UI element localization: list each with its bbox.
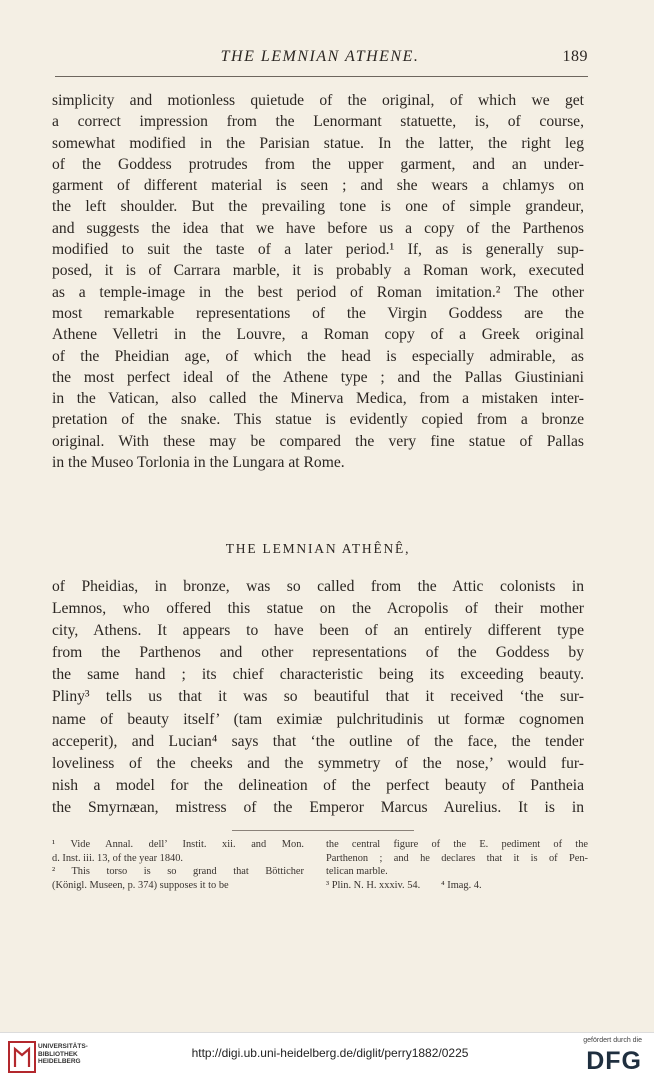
text-line: garment of different material is seen ; and she wears a chlamys on bbox=[52, 177, 584, 195]
digitization-footer bbox=[0, 1032, 654, 1080]
footnote-line: telican marble. bbox=[326, 866, 388, 878]
text-line: most remarkable representations of the Virgin Goddess are the bbox=[52, 304, 584, 322]
footnote-rule bbox=[232, 830, 414, 831]
text-line: posed, it is of Carrara marble, it is probably a Roman work, executed bbox=[52, 262, 584, 280]
footnote-line: ¹ Vide Annal. dell’ Instit. xii. and Mon. bbox=[52, 839, 304, 850]
text-line: from the Parthenos and other representations of the Goddess by bbox=[52, 644, 584, 662]
footnote-line: ² This torso is so grand that Bötticher bbox=[52, 866, 304, 878]
text-line: the most perfect ideal of the Athene type ; and the Pallas Giustiniani bbox=[52, 368, 584, 386]
paragraph-1 bbox=[52, 90, 584, 473]
text-line: Athene Velletri in the Louvre, a Roman copy of a Greek original bbox=[52, 326, 584, 344]
footnotes-right-column bbox=[326, 838, 588, 892]
header-rule bbox=[55, 76, 588, 77]
text-line: of Pheidias, in bronze, was so called from the Attic colonists in bbox=[52, 578, 584, 595]
funded-by-label: gefördert durch die bbox=[583, 1037, 642, 1044]
text-line: in the Vatican, also called the Minerva Medica, from a mistaken inter- bbox=[52, 390, 584, 408]
footnote-line: Parthenon ; and he declares that it is of Pen- bbox=[326, 852, 588, 864]
text-line: somewhat modified in the Parisian statue. In the latter, the right leg bbox=[52, 134, 584, 152]
text-line: in the Museo Torlonia in the Lungara at Rome. bbox=[52, 454, 345, 472]
text-line: acceperit), and Lucian⁴ says that ‘the outline of the face, the tender bbox=[52, 732, 584, 750]
footnote-line: ³ Plin. N. H. xxxiv. 54. ⁴ Imag. 4. bbox=[326, 879, 482, 891]
text-line: a correct impression from the Lenormant statuette, is, of course, bbox=[52, 113, 584, 131]
footnote-line: d. Inst. iii. 13, of the year 1840. bbox=[52, 852, 184, 864]
text-line: loveliness of the cheeks and the symmetry of the nose,’ would fur- bbox=[52, 754, 584, 772]
text-line: Pliny³ tells us that it was so beautiful that it received ‘the sur- bbox=[52, 688, 584, 706]
running-title: THE LEMNIAN ATHENE. bbox=[220, 48, 420, 65]
text-line: city, Athens. It appears to have been of an entirely different type bbox=[52, 622, 584, 640]
text-line: nish a model for the delineation of the perfect beauty of Pantheia bbox=[52, 776, 584, 794]
text-line: the left shoulder. But the prevailing tone is one of simple grandeur, bbox=[52, 198, 584, 216]
text-line: simplicity and motionless quietude of the original, of which we get bbox=[52, 92, 584, 109]
text-line: Lemnos, who offered this statue on the Acropolis of their mother bbox=[52, 600, 584, 618]
library-name bbox=[38, 1043, 88, 1066]
section-heading: THE LEMNIAN ATHÊNÊ, bbox=[225, 541, 411, 556]
text-line: modified to suit the taste of a later period.¹ If, as is generally sup- bbox=[52, 241, 584, 259]
text-line: as a temple-image in the best period of Roman imitation.² The other bbox=[52, 283, 584, 301]
text-line: and suggests the idea that we have before us a copy of the Parthenos bbox=[52, 219, 584, 237]
dfg-logo: DFG bbox=[586, 1047, 642, 1075]
running-head bbox=[52, 48, 588, 70]
page-number: 189 bbox=[562, 48, 588, 65]
text-line: the Smyrnæan, mistress of the Emperor Marcus Aurelius. It is in bbox=[52, 798, 584, 816]
library-name-line: HEIDELBERG bbox=[38, 1058, 81, 1065]
source-url-link[interactable]: http://digi.ub.uni-heidelberg.de/diglit/perry1882/0225 bbox=[191, 1046, 469, 1060]
footnotes-left-column bbox=[52, 838, 304, 892]
text-line: pretation of the snake. This statue is evidently copied from a bronze bbox=[52, 411, 584, 429]
library-name-line: UNIVERSITÄTS- bbox=[38, 1043, 88, 1050]
text-line: name of beauty itself’ (tam eximiæ pulchritudinis ut formæ cognomen bbox=[52, 710, 584, 728]
text-line: the same hand ; its chief characteristic being its exceeding beauty. bbox=[52, 666, 584, 684]
library-name-line: BIBLIOTHEK bbox=[38, 1050, 78, 1058]
text-line: of the Goddess protrudes from the upper garment, and an under- bbox=[52, 155, 584, 173]
footnote-line: (Königl. Museen, p. 374) supposes it to be bbox=[52, 879, 229, 891]
text-line: original. With these may be compared the very fine statue of Pallas bbox=[52, 432, 584, 450]
paragraph-2 bbox=[52, 576, 584, 819]
text-line: of the Pheidian age, of which the head is especially admirable, as bbox=[52, 347, 584, 365]
footnote-line: the central figure of the E. pediment of the bbox=[326, 839, 588, 850]
university-logo-icon bbox=[8, 1041, 36, 1073]
